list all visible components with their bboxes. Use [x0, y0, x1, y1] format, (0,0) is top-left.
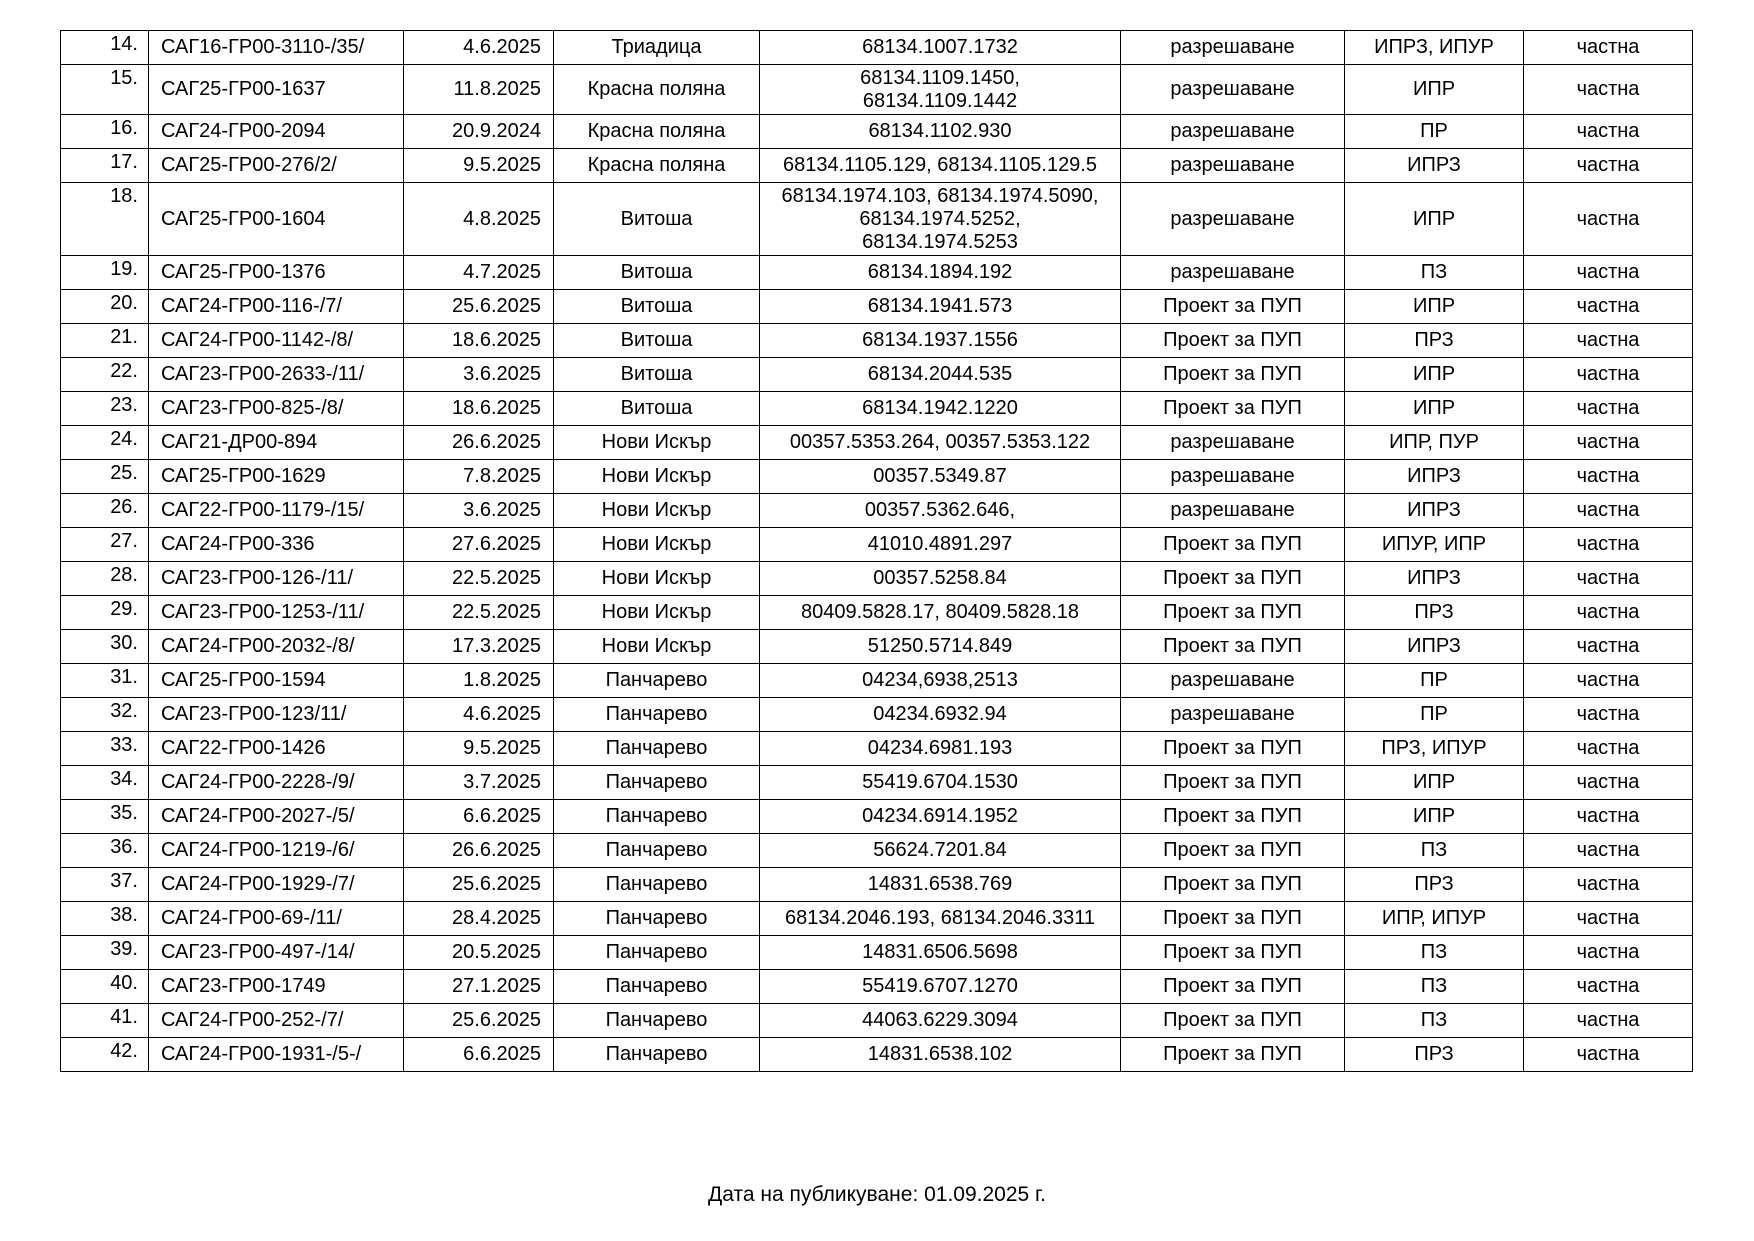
case-number-cell: САГ23-ГР00-1253-/11/: [149, 596, 404, 630]
plan-type-cell: ИПР: [1345, 800, 1524, 834]
case-number-cell: САГ24-ГР00-2228-/9/: [149, 766, 404, 800]
entry-date-cell: 3.6.2025: [404, 358, 554, 392]
ownership-cell: частна: [1524, 149, 1693, 183]
ownership-cell: частна: [1524, 115, 1693, 149]
procedure-stage-cell: Проект за ПУП: [1121, 1004, 1345, 1038]
table-row: [61, 528, 1693, 562]
entry-date-cell: 26.6.2025: [404, 426, 554, 460]
entry-date-cell: 4.6.2025: [404, 698, 554, 732]
plan-type-cell: ПР: [1345, 664, 1524, 698]
procedure-stage-cell: Проект за ПУП: [1121, 324, 1345, 358]
table-row: [61, 596, 1693, 630]
table-row: [61, 392, 1693, 426]
row-number-cell: 40.: [61, 970, 149, 1004]
parcel-ids-cell: 00357.5362.646,: [760, 494, 1121, 528]
entry-date-cell: 3.6.2025: [404, 494, 554, 528]
table-row: [61, 31, 1693, 65]
case-number-cell: САГ25-ГР00-1637: [149, 65, 404, 115]
case-number-cell: САГ24-ГР00-69-/11/: [149, 902, 404, 936]
case-number-cell: САГ23-ГР00-123/11/: [149, 698, 404, 732]
ownership-cell: частна: [1524, 1038, 1693, 1072]
district-cell: Витоша: [554, 358, 760, 392]
row-number-cell: 32.: [61, 698, 149, 732]
table-row: [61, 970, 1693, 1004]
case-number-cell: САГ23-ГР00-825-/8/: [149, 392, 404, 426]
district-cell: Панчарево: [554, 1004, 760, 1038]
plan-type-cell: ПРЗ, ИПУР: [1345, 732, 1524, 766]
district-cell: Панчарево: [554, 766, 760, 800]
row-number-cell: 23.: [61, 392, 149, 426]
parcel-ids-cell: 41010.4891.297: [760, 528, 1121, 562]
case-number-cell: САГ25-ГР00-1594: [149, 664, 404, 698]
entry-date-cell: 27.1.2025: [404, 970, 554, 1004]
procedure-stage-cell: Проект за ПУП: [1121, 562, 1345, 596]
row-number-cell: 42.: [61, 1038, 149, 1072]
plan-type-cell: ИПРЗ, ИПУР: [1345, 31, 1524, 65]
ownership-cell: частна: [1524, 630, 1693, 664]
ownership-cell: частна: [1524, 902, 1693, 936]
parcel-ids-cell: 68134.1102.930: [760, 115, 1121, 149]
plan-type-cell: ИПР: [1345, 290, 1524, 324]
ownership-cell: частна: [1524, 392, 1693, 426]
parcel-ids-cell: 44063.6229.3094: [760, 1004, 1121, 1038]
parcel-ids-cell: 80409.5828.17, 80409.5828.18: [760, 596, 1121, 630]
parcel-ids-cell: 14831.6538.102: [760, 1038, 1121, 1072]
district-cell: Нови Искър: [554, 630, 760, 664]
ownership-cell: частна: [1524, 65, 1693, 115]
ownership-cell: частна: [1524, 358, 1693, 392]
ownership-cell: частна: [1524, 562, 1693, 596]
entry-date-cell: 25.6.2025: [404, 1004, 554, 1038]
plan-type-cell: ПРЗ: [1345, 868, 1524, 902]
plan-type-cell: ИПР: [1345, 65, 1524, 115]
parcel-ids-cell: 14831.6506.5698: [760, 936, 1121, 970]
plan-type-cell: ПРЗ: [1345, 596, 1524, 630]
procedure-stage-cell: Проект за ПУП: [1121, 868, 1345, 902]
parcel-ids-cell: 00357.5258.84: [760, 562, 1121, 596]
procedure-stage-cell: разрешаване: [1121, 494, 1345, 528]
parcel-ids-cell: 00357.5349.87: [760, 460, 1121, 494]
district-cell: Нови Искър: [554, 562, 760, 596]
plan-type-cell: ИПР: [1345, 392, 1524, 426]
table-row: [61, 256, 1693, 290]
parcel-ids-cell: 68134.2044.535: [760, 358, 1121, 392]
ownership-cell: частна: [1524, 698, 1693, 732]
table-row: [61, 868, 1693, 902]
table-row: [61, 936, 1693, 970]
ownership-cell: частна: [1524, 460, 1693, 494]
entry-date-cell: 20.5.2025: [404, 936, 554, 970]
plan-type-cell: ИПРЗ: [1345, 149, 1524, 183]
plan-type-cell: ПРЗ: [1345, 324, 1524, 358]
row-number-cell: 27.: [61, 528, 149, 562]
procedure-stage-cell: разрешаване: [1121, 31, 1345, 65]
entry-date-cell: 20.9.2024: [404, 115, 554, 149]
table-row: [61, 834, 1693, 868]
parcel-ids-cell: 68134.1937.1556: [760, 324, 1121, 358]
row-number-cell: 18.: [61, 183, 149, 256]
plan-type-cell: ИПУР, ИПР: [1345, 528, 1524, 562]
entry-date-cell: 11.8.2025: [404, 65, 554, 115]
ownership-cell: частна: [1524, 596, 1693, 630]
row-number-cell: 29.: [61, 596, 149, 630]
entry-date-cell: 18.6.2025: [404, 392, 554, 426]
table-row: [61, 1004, 1693, 1038]
district-cell: Нови Искър: [554, 460, 760, 494]
procedure-stage-cell: разрешаване: [1121, 183, 1345, 256]
procedure-stage-cell: Проект за ПУП: [1121, 936, 1345, 970]
procedure-stage-cell: Проект за ПУП: [1121, 902, 1345, 936]
ownership-cell: частна: [1524, 528, 1693, 562]
table-row: [61, 664, 1693, 698]
ownership-cell: частна: [1524, 766, 1693, 800]
case-number-cell: САГ24-ГР00-1931-/5-/: [149, 1038, 404, 1072]
row-number-cell: 25.: [61, 460, 149, 494]
procedure-stage-cell: Проект за ПУП: [1121, 358, 1345, 392]
parcel-ids-cell: 68134.1007.1732: [760, 31, 1121, 65]
procedure-stage-cell: Проект за ПУП: [1121, 766, 1345, 800]
ownership-cell: частна: [1524, 290, 1693, 324]
plan-type-cell: ПЗ: [1345, 970, 1524, 1004]
entry-date-cell: 6.6.2025: [404, 1038, 554, 1072]
plan-type-cell: ИПРЗ: [1345, 494, 1524, 528]
case-number-cell: САГ25-ГР00-276/2/: [149, 149, 404, 183]
case-number-cell: САГ24-ГР00-1929-/7/: [149, 868, 404, 902]
case-number-cell: САГ25-ГР00-1376: [149, 256, 404, 290]
row-number-cell: 31.: [61, 664, 149, 698]
table-row: [61, 800, 1693, 834]
ownership-cell: частна: [1524, 834, 1693, 868]
case-number-cell: САГ23-ГР00-2633-/11/: [149, 358, 404, 392]
procedure-stage-cell: разрешаване: [1121, 698, 1345, 732]
district-cell: Панчарево: [554, 732, 760, 766]
district-cell: Нови Искър: [554, 596, 760, 630]
table-row: [61, 149, 1693, 183]
row-number-cell: 26.: [61, 494, 149, 528]
row-number-cell: 33.: [61, 732, 149, 766]
procedure-stage-cell: Проект за ПУП: [1121, 732, 1345, 766]
parcel-ids-cell: 68134.1942.1220: [760, 392, 1121, 426]
plan-type-cell: ПР: [1345, 698, 1524, 732]
procedure-stage-cell: разрешаване: [1121, 426, 1345, 460]
table-row: [61, 766, 1693, 800]
parcel-ids-cell: 00357.5353.264, 00357.5353.122: [760, 426, 1121, 460]
procedure-stage-cell: Проект за ПУП: [1121, 970, 1345, 1004]
district-cell: Красна поляна: [554, 149, 760, 183]
row-number-cell: 15.: [61, 65, 149, 115]
case-number-cell: САГ24-ГР00-1142-/8/: [149, 324, 404, 358]
district-cell: Панчарево: [554, 902, 760, 936]
district-cell: Панчарево: [554, 970, 760, 1004]
parcel-ids-cell: 68134.1109.1450, 68134.1109.1442: [760, 65, 1121, 115]
row-number-cell: 24.: [61, 426, 149, 460]
row-number-cell: 39.: [61, 936, 149, 970]
district-cell: Панчарево: [554, 936, 760, 970]
procedure-stage-cell: разрешаване: [1121, 460, 1345, 494]
procedure-stage-cell: Проект за ПУП: [1121, 800, 1345, 834]
case-number-cell: САГ24-ГР00-116-/7/: [149, 290, 404, 324]
plan-type-cell: ИПР: [1345, 766, 1524, 800]
row-number-cell: 36.: [61, 834, 149, 868]
entry-date-cell: 9.5.2025: [404, 732, 554, 766]
ownership-cell: частна: [1524, 732, 1693, 766]
parcel-ids-cell: 68134.1941.573: [760, 290, 1121, 324]
row-number-cell: 30.: [61, 630, 149, 664]
ownership-cell: частна: [1524, 800, 1693, 834]
district-cell: Витоша: [554, 183, 760, 256]
district-cell: Витоша: [554, 256, 760, 290]
entry-date-cell: 6.6.2025: [404, 800, 554, 834]
table-row: [61, 1038, 1693, 1072]
entry-date-cell: 4.7.2025: [404, 256, 554, 290]
plan-type-cell: ПРЗ: [1345, 1038, 1524, 1072]
table-row: [61, 494, 1693, 528]
row-number-cell: 38.: [61, 902, 149, 936]
procedure-stage-cell: Проект за ПУП: [1121, 1038, 1345, 1072]
district-cell: Нови Искър: [554, 528, 760, 562]
parcel-ids-cell: 04234,6938,2513: [760, 664, 1121, 698]
procedure-stage-cell: Проект за ПУП: [1121, 630, 1345, 664]
table-row: [61, 115, 1693, 149]
table-row: [61, 902, 1693, 936]
plan-type-cell: ИПРЗ: [1345, 460, 1524, 494]
table-row: [61, 290, 1693, 324]
ownership-cell: частна: [1524, 426, 1693, 460]
plan-type-cell: ИПР, ИПУР: [1345, 902, 1524, 936]
case-number-cell: САГ25-ГР00-1604: [149, 183, 404, 256]
district-cell: Витоша: [554, 324, 760, 358]
table-row: [61, 732, 1693, 766]
ownership-cell: частна: [1524, 324, 1693, 358]
publication-date: Дата на публикуване: 01.09.2025 г.: [708, 1183, 1046, 1206]
plan-type-cell: ПР: [1345, 115, 1524, 149]
district-cell: Витоша: [554, 290, 760, 324]
parcel-ids-cell: 04234.6981.193: [760, 732, 1121, 766]
row-number-cell: 37.: [61, 868, 149, 902]
entry-date-cell: 22.5.2025: [404, 596, 554, 630]
ownership-cell: частна: [1524, 494, 1693, 528]
table-row: [61, 460, 1693, 494]
entry-date-cell: 27.6.2025: [404, 528, 554, 562]
entry-date-cell: 7.8.2025: [404, 460, 554, 494]
case-number-cell: САГ22-ГР00-1179-/15/: [149, 494, 404, 528]
table-row: [61, 324, 1693, 358]
plan-type-cell: ПЗ: [1345, 936, 1524, 970]
row-number-cell: 17.: [61, 149, 149, 183]
plan-type-cell: ИПР: [1345, 358, 1524, 392]
parcel-ids-cell: 55419.6704.1530: [760, 766, 1121, 800]
plan-type-cell: ИПРЗ: [1345, 630, 1524, 664]
procedure-stage-cell: Проект за ПУП: [1121, 596, 1345, 630]
case-number-cell: САГ24-ГР00-252-/7/: [149, 1004, 404, 1038]
parcel-ids-cell: 14831.6538.769: [760, 868, 1121, 902]
case-number-cell: САГ23-ГР00-497-/14/: [149, 936, 404, 970]
case-number-cell: САГ23-ГР00-1749: [149, 970, 404, 1004]
procedure-stage-cell: Проект за ПУП: [1121, 834, 1345, 868]
district-cell: Панчарево: [554, 800, 760, 834]
entry-date-cell: 26.6.2025: [404, 834, 554, 868]
row-number-cell: 16.: [61, 115, 149, 149]
district-cell: Панчарево: [554, 664, 760, 698]
table-row: [61, 183, 1693, 256]
district-cell: Панчарево: [554, 698, 760, 732]
entry-date-cell: 22.5.2025: [404, 562, 554, 596]
entry-date-cell: 3.7.2025: [404, 766, 554, 800]
entry-date-cell: 17.3.2025: [404, 630, 554, 664]
case-number-cell: САГ24-ГР00-2032-/8/: [149, 630, 404, 664]
table-row: [61, 562, 1693, 596]
plan-type-cell: ПЗ: [1345, 256, 1524, 290]
procedure-stage-cell: разрешаване: [1121, 256, 1345, 290]
entry-date-cell: 4.6.2025: [404, 31, 554, 65]
ownership-cell: частна: [1524, 183, 1693, 256]
row-number-cell: 14.: [61, 31, 149, 65]
parcel-ids-cell: 51250.5714.849: [760, 630, 1121, 664]
case-number-cell: САГ16-ГР00-3110-/35/: [149, 31, 404, 65]
entry-date-cell: 25.6.2025: [404, 290, 554, 324]
district-cell: Триадица: [554, 31, 760, 65]
entry-date-cell: 18.6.2025: [404, 324, 554, 358]
case-number-cell: САГ24-ГР00-336: [149, 528, 404, 562]
table-body: [61, 31, 1693, 1072]
parcel-ids-cell: 68134.1105.129, 68134.1105.129.5: [760, 149, 1121, 183]
procedure-stage-cell: Проект за ПУП: [1121, 528, 1345, 562]
row-number-cell: 20.: [61, 290, 149, 324]
entry-date-cell: 1.8.2025: [404, 664, 554, 698]
parcel-ids-cell: 55419.6707.1270: [760, 970, 1121, 1004]
case-number-cell: САГ23-ГР00-126-/11/: [149, 562, 404, 596]
row-number-cell: 34.: [61, 766, 149, 800]
row-number-cell: 28.: [61, 562, 149, 596]
entry-date-cell: 4.8.2025: [404, 183, 554, 256]
case-number-cell: САГ24-ГР00-2027-/5/: [149, 800, 404, 834]
entry-date-cell: 28.4.2025: [404, 902, 554, 936]
parcel-ids-cell: 68134.1974.103, 68134.1974.5090, 68134.1974.5252, 68134.1974.5253: [760, 183, 1121, 256]
row-number-cell: 35.: [61, 800, 149, 834]
district-cell: Панчарево: [554, 834, 760, 868]
ownership-cell: частна: [1524, 664, 1693, 698]
district-cell: Нови Искър: [554, 426, 760, 460]
parcel-ids-cell: 04234.6932.94: [760, 698, 1121, 732]
district-cell: Панчарево: [554, 868, 760, 902]
ownership-cell: частна: [1524, 970, 1693, 1004]
procedure-stage-cell: разрешаване: [1121, 115, 1345, 149]
row-number-cell: 22.: [61, 358, 149, 392]
parcel-ids-cell: 04234.6914.1952: [760, 800, 1121, 834]
case-number-cell: САГ25-ГР00-1629: [149, 460, 404, 494]
table-row: [61, 426, 1693, 460]
ownership-cell: частна: [1524, 1004, 1693, 1038]
ownership-cell: частна: [1524, 256, 1693, 290]
case-number-cell: САГ24-ГР00-2094: [149, 115, 404, 149]
procedure-stage-cell: Проект за ПУП: [1121, 290, 1345, 324]
parcel-ids-cell: 56624.7201.84: [760, 834, 1121, 868]
case-number-cell: САГ21-ДР00-894: [149, 426, 404, 460]
plan-type-cell: ИПРЗ: [1345, 562, 1524, 596]
ownership-cell: частна: [1524, 868, 1693, 902]
row-number-cell: 21.: [61, 324, 149, 358]
row-number-cell: 41.: [61, 1004, 149, 1038]
district-cell: Панчарево: [554, 1038, 760, 1072]
district-cell: Красна поляна: [554, 115, 760, 149]
procedure-stage-cell: разрешаване: [1121, 65, 1345, 115]
plan-type-cell: ПЗ: [1345, 834, 1524, 868]
plan-type-cell: ИПР: [1345, 183, 1524, 256]
entry-date-cell: 9.5.2025: [404, 149, 554, 183]
table-row: [61, 358, 1693, 392]
parcel-ids-cell: 68134.2046.193, 68134.2046.3311: [760, 902, 1121, 936]
row-number-cell: 19.: [61, 256, 149, 290]
district-cell: Красна поляна: [554, 65, 760, 115]
case-number-cell: САГ22-ГР00-1426: [149, 732, 404, 766]
table-row: [61, 630, 1693, 664]
parcel-ids-cell: 68134.1894.192: [760, 256, 1121, 290]
plan-type-cell: ИПР, ПУР: [1345, 426, 1524, 460]
procedure-stage-cell: Проект за ПУП: [1121, 392, 1345, 426]
ownership-cell: частна: [1524, 31, 1693, 65]
table-row: [61, 698, 1693, 732]
ownership-cell: частна: [1524, 936, 1693, 970]
register-table: [60, 30, 1693, 1072]
plan-type-cell: ПЗ: [1345, 1004, 1524, 1038]
entry-date-cell: 25.6.2025: [404, 868, 554, 902]
procedure-stage-cell: разрешаване: [1121, 149, 1345, 183]
procedure-stage-cell: разрешаване: [1121, 664, 1345, 698]
district-cell: Витоша: [554, 392, 760, 426]
district-cell: Нови Искър: [554, 494, 760, 528]
table-row: [61, 65, 1693, 115]
case-number-cell: САГ24-ГР00-1219-/6/: [149, 834, 404, 868]
